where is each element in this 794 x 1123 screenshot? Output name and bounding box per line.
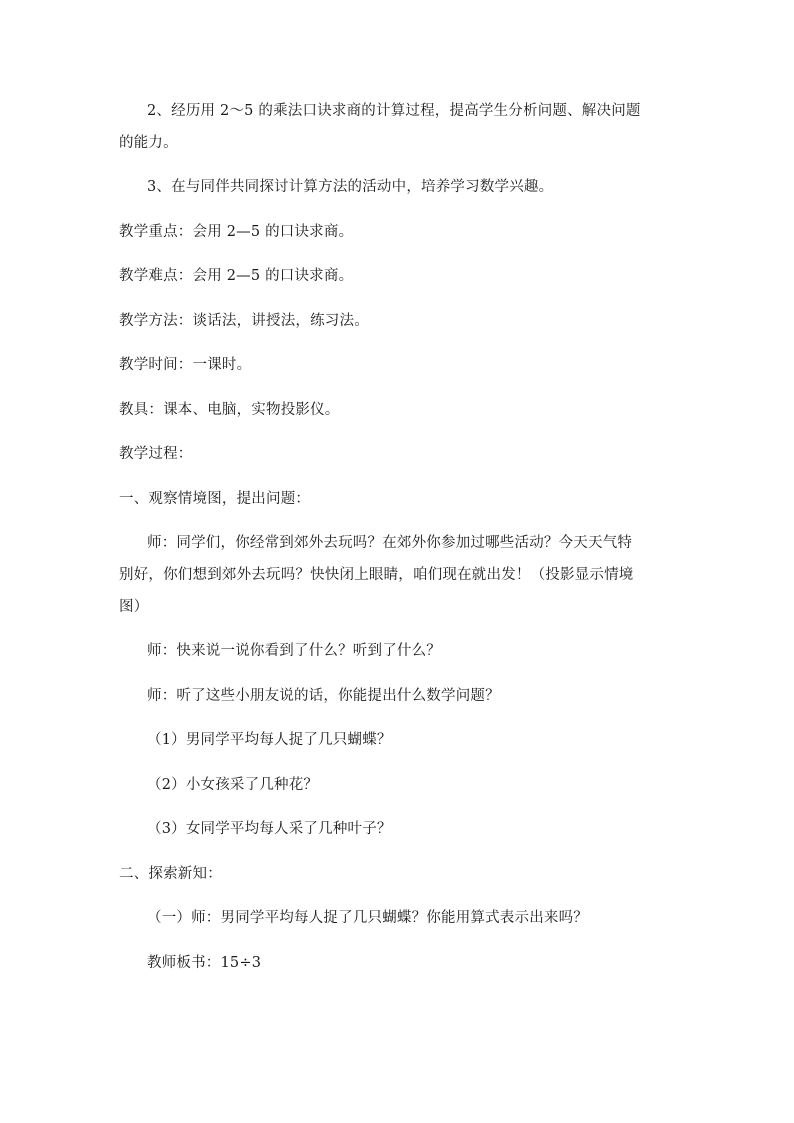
teacher-prompt-2: 师：听了这些小朋友说的话，你能提出什么数学问题？ (147, 688, 500, 704)
objective-2-line-1: 2、经历用 2～5 的乘法口诀求商的计算过程，提高学生分析问题、解决问题 (147, 103, 641, 119)
question-1: （1）男同学平均每人捉了几只蝴蝶？ (147, 732, 392, 748)
teaching-time: 教学时间：一课时。 (119, 357, 252, 373)
question-2: （2）小女孩采了几种花？ (147, 777, 319, 793)
teaching-aids: 教具：课本、电脑，实物投影仪。 (119, 402, 340, 418)
teacher-intro-line-2: 别好，你们想到郊外去玩吗？快快闭上眼睛，咱们现在就出发！（投影显示情境 (119, 567, 634, 583)
objective-3: 3、在与同伴共同探讨计算方法的活动中，培养学习数学兴趣。 (147, 179, 554, 195)
teaching-difficulty: 教学难点：会用 2—5 的口诀求商。 (119, 268, 354, 284)
teacher-intro-line-3: 图） (119, 599, 149, 615)
teacher-prompt-1: 师：快来说一说你看到了什么？听到了什么？ (147, 643, 441, 659)
teacher-intro-line-1: 师：同学们，你经常到郊外去玩吗？在郊外你参加过哪些活动？今天天气特 (147, 535, 633, 551)
question-3: （3）女同学平均每人采了几种叶子？ (147, 821, 392, 837)
section-2-heading: 二、探索新知： (119, 866, 222, 882)
teacher-board-writing: 教师板书：15÷3 (147, 955, 262, 971)
teaching-process-heading: 教学过程： (119, 446, 193, 462)
section-1-heading: 一、观察情境图，提出问题： (119, 491, 311, 507)
teaching-key-point: 教学重点：会用 2—5 的口诀求商。 (119, 224, 354, 240)
objective-2-line-2: 的能力。 (119, 135, 178, 151)
teaching-method: 教学方法：谈话法，讲授法，练习法。 (119, 313, 369, 329)
subsection-1-prompt: （一）师：男同学平均每人捉了几只蝴蝶？你能用算式表示出来吗？ (147, 910, 588, 926)
